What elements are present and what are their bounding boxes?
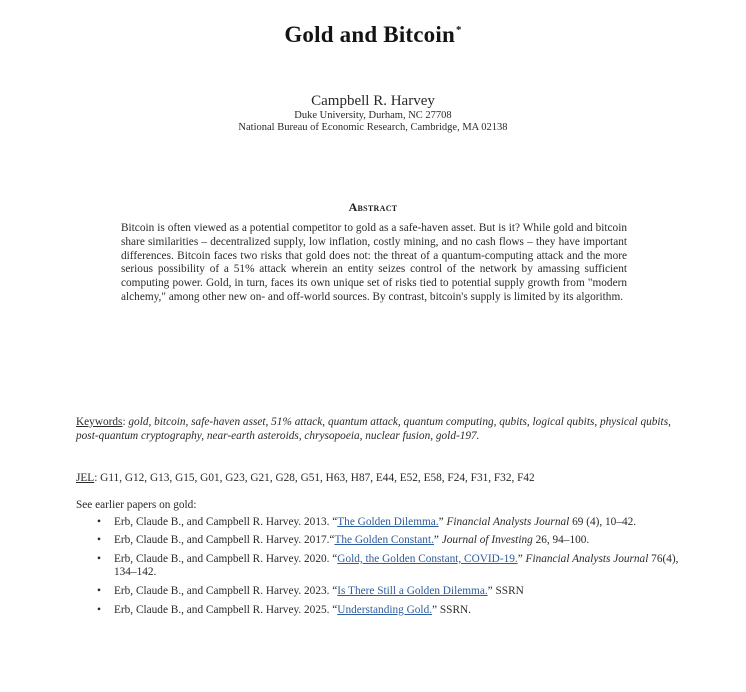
- reference-item: [76, 553, 686, 580]
- title-text: Gold and Bitcoin: [284, 22, 455, 47]
- reference-after-link: ” SSRN: [487, 584, 524, 597]
- reference-after-link: ”: [438, 515, 447, 528]
- bullet-icon: •: [97, 552, 101, 565]
- keywords-section: [76, 415, 672, 443]
- keywords-separator: :: [122, 416, 129, 428]
- reference-details: 76(4), 134–142.: [114, 552, 679, 579]
- earlier-papers-heading: See earlier papers on gold:: [76, 499, 197, 511]
- reference-details: 26, 94–100.: [532, 534, 590, 547]
- affiliation-duke: Duke University, Durham, NC 27708: [294, 110, 452, 121]
- reference-item: [76, 516, 686, 530]
- bullet-icon: •: [97, 603, 101, 616]
- reference-link-golden-dilemma[interactable]: The Golden Dilemma.: [337, 515, 439, 528]
- paper-title: [0, 22, 746, 48]
- reference-authors: Erb, Claude B., and Campbell R. Harvey. 2020. “: [114, 552, 338, 565]
- reference-link-understanding-gold[interactable]: Understanding Gold.: [337, 603, 433, 616]
- earlier-papers-section: [76, 499, 686, 622]
- reference-after-link: ” SSRN.: [432, 603, 471, 616]
- reference-authors: Erb, Claude B., and Campbell R. Harvey. 2013. “: [114, 515, 338, 528]
- affiliation-nber: National Bureau of Economic Research, Cambridge, MA 02138: [238, 122, 508, 133]
- reference-link-gold-covid[interactable]: Gold, the Golden Constant, COVID-19.: [337, 552, 518, 565]
- reference-after-link: ”: [433, 534, 442, 547]
- keywords-label: Keywords: [76, 416, 123, 428]
- reference-item: [76, 534, 686, 548]
- reference-link-golden-constant[interactable]: The Golden Constant.: [334, 534, 434, 547]
- reference-journal: Financial Analysts Journal: [525, 552, 649, 565]
- reference-details: 69 (4), 10–42.: [569, 515, 637, 528]
- author-name: Campbell R. Harvey: [311, 93, 435, 109]
- title-footnote-mark[interactable]: *: [455, 24, 462, 36]
- reference-authors: Erb, Claude B., and Campbell R. Harvey. 2025. “: [114, 603, 338, 616]
- jel-separator: :: [94, 472, 101, 484]
- reference-journal: Financial Analysts Journal: [446, 515, 570, 528]
- reference-item: [76, 585, 686, 599]
- bullet-icon: •: [97, 515, 101, 528]
- reference-journal: Journal of Investing: [441, 534, 533, 547]
- reference-after-link: ”: [517, 552, 526, 565]
- jel-label: JEL: [76, 472, 95, 484]
- reference-list: [76, 516, 686, 618]
- jel-section: [76, 471, 676, 485]
- keywords-text: gold, bitcoin, safe-haven asset, 51% attack, quantum attack, quantum computing, qubits, logical qubits, physical qubits, post-quantum cryptography, near-earth asteroids, chrysopoeia, nuclear fusion, gold-197.: [76, 416, 671, 442]
- reference-link-still-golden-dilemma[interactable]: Is There Still a Golden Dilemma.: [337, 584, 488, 597]
- bullet-icon: •: [97, 534, 101, 547]
- author-block: [0, 93, 746, 134]
- abstract-body: Bitcoin is often viewed as a potential competitor to gold as a safe-haven asset. But is it? While gold and bitcoin share similarities – decentralized supply, low inflation, costly mining, and no cash flows – they have important differences. Bitcoin faces two risks that gold does not: the threat of a quantum-computing attack and the more serious possibility of a 51% attack wherein an entity seizes control of the network by amassing sufficient computing power. Gold, in turn, faces its own unique set of risks tied to potential supply growth from "modern alchemy," among other new on- and off-world sources. By contrast, bitcoin's supply is limited by its algorithm.: [121, 222, 627, 303]
- reference-authors: Erb, Claude B., and Campbell R. Harvey. 2023. “: [114, 584, 338, 597]
- reference-authors: Erb, Claude B., and Campbell R. Harvey. 2017.“: [114, 534, 335, 547]
- bullet-icon: •: [97, 584, 101, 597]
- reference-item: [76, 604, 686, 618]
- abstract-heading: Abstract: [348, 200, 398, 214]
- jel-codes: G11, G12, G13, G15, G01, G23, G21, G28, G51, H63, H87, E44, E52, E58, F24, F31, F32, F42: [100, 472, 535, 484]
